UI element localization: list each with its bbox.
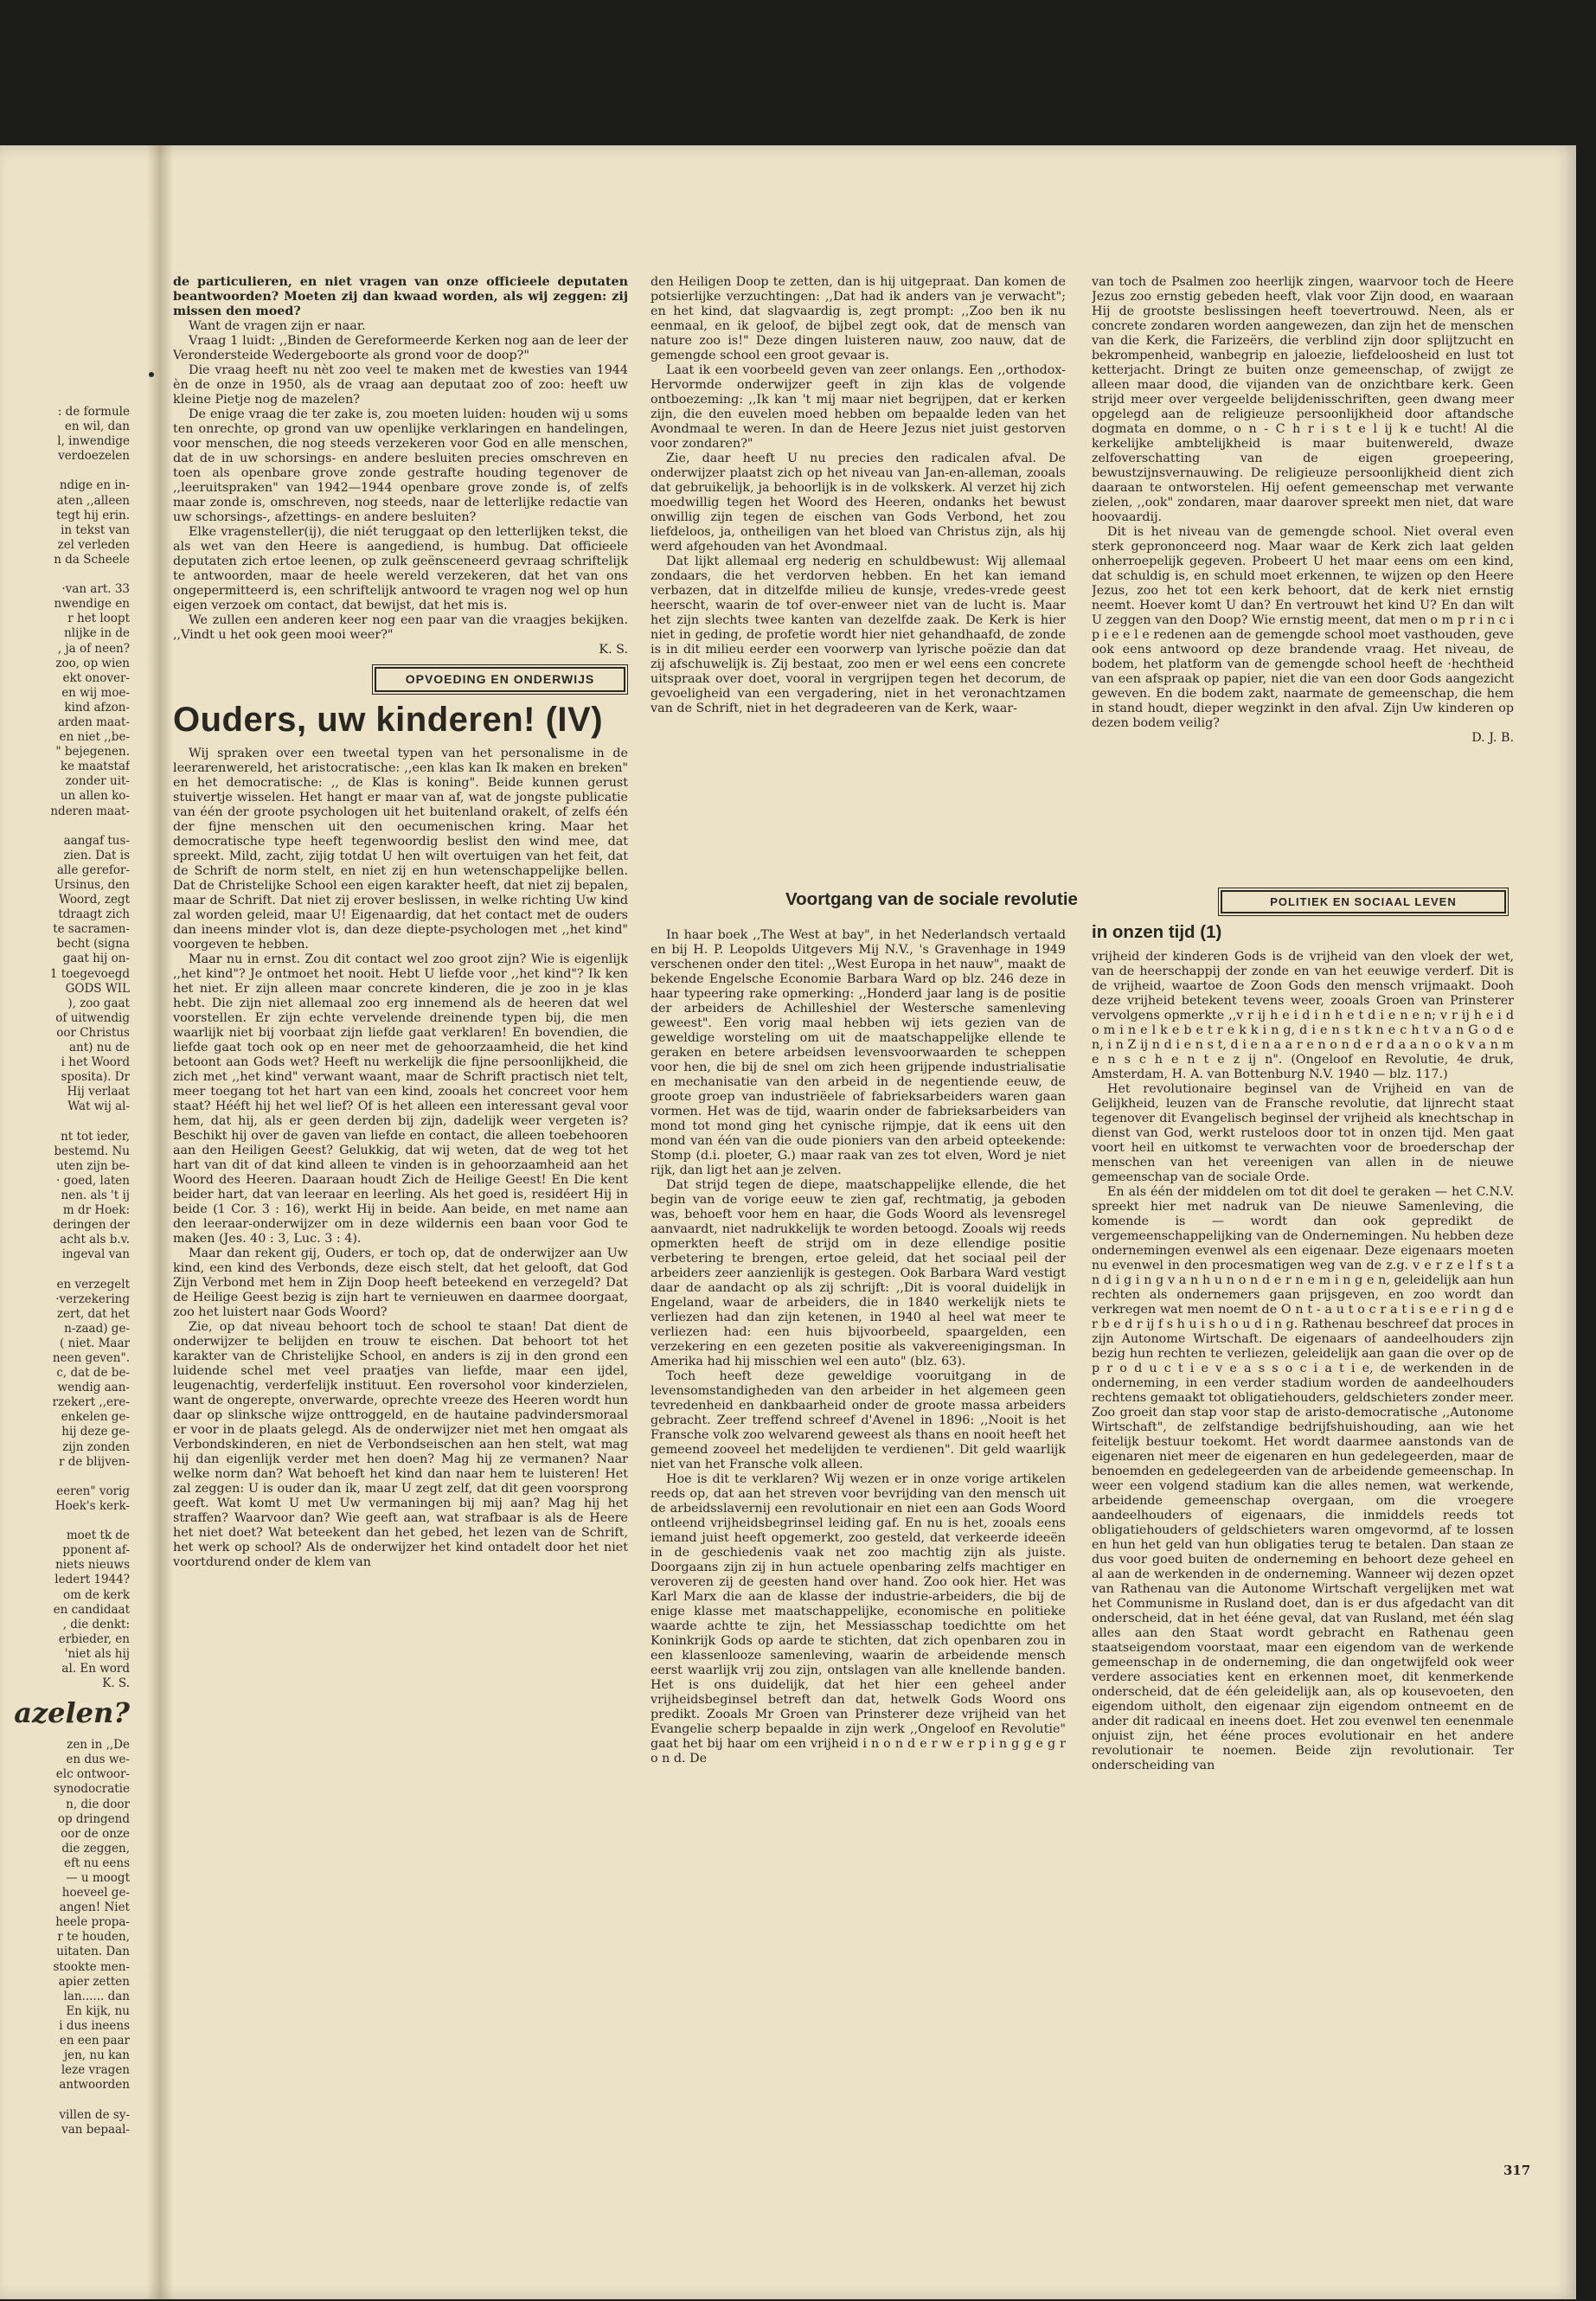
fragment-line: ( niet. Maar: [60, 1336, 130, 1350]
fragment-lines-top: [0, 405, 130, 1691]
fragment-line: [0, 819, 130, 834]
fragment-line: oor de onze: [61, 1826, 130, 1841]
fragment-line: m dr Hoek:: [62, 1203, 130, 1218]
fragment-line: wendig aan-: [57, 1381, 130, 1395]
fragment-line: " bejegenen.: [55, 745, 130, 760]
paragraph: Dat strijd tegen de diepe, maatschappelijke ellende, die het begin van de vorige eeuw te zien gaf, rechtmatig, ja geboden was, behoeft voor hem en haar, die Gods Woord als levensregel aanvaardt, niet nadrukkelijk te worden betoogd. Zooals wij reeds opmerkten heeft de strijd om in deze ellendige positie verbetering te brengen, ertoe geleid, dat het sociaal peil der arbeiders zeer aanzienlijk is gestegen. Ook Barbara Ward vestigt daar de aandacht op als zij schrijft: ,,Dit is vooral duidelijk in Engeland, waar de arbeiders, die in 1840 werkelijk niets te verliezen had dan zijn ketenen, in 1940 al heel wat meer te verliezen had: een huis bijvoorbeeld, spaargelden, een verzekering en een gezeten positie als vakvereenigingsman. In Amerika had hij misschien wel een auto" (blz. 63).: [651, 1178, 1066, 1368]
fragment-line: nt tot ieder,: [61, 1129, 130, 1144]
column-2-bottom: [651, 928, 1066, 2161]
fragment-line: deringen der: [53, 1218, 130, 1233]
section-header-box: [372, 664, 628, 695]
fragment-line: angen! Niet: [59, 1900, 130, 1915]
paragraph: Vraag 1 luidt: ,,Binden de Gereformeerde Kerken nog aan de leer der Verondersteide Wedergeboorte als grond voor de doop?": [173, 334, 628, 362]
fragment-line: en wil, dan: [64, 420, 130, 434]
section-header-onderwijs: OPVOEDING EN ONDERWIJS: [375, 667, 625, 692]
paragraph: Elke vragensteller(ij), die niét teruggaat op den letterlijken tekst, die als wet van den Heere is aangediend, is humbug. Dat officieele deputaten zich ertoe leenen, op zulk geënsceneerd gevraag schriftelijk te antwoorden, maar de heele wereld verzekeren, dat het van ons ongepermitteerd is, een schriftelijk antwoord te vragen nog wel op hun eigen verzoek om contact, dat bewijst, dat het mis is.: [173, 525, 628, 612]
fragment-line: synodocratie: [54, 1782, 130, 1797]
fragment-line: Woord, zegt: [58, 893, 130, 907]
fragment-line: ndige en in-: [59, 478, 130, 493]
fragment-line: van bepaal-: [61, 2122, 130, 2137]
fragment-line: enkelen ge-: [61, 1410, 130, 1425]
fragment-line: rzekert ,,ere-: [52, 1395, 130, 1410]
fragment-line: heele propa-: [55, 1915, 130, 1930]
paragraph: de particulieren, en niet vragen van onze officieele deputaten beantwoorden? Moeten zij dan kwaad worden, als wij zeggen: zij missen den moed?: [173, 275, 628, 318]
fragment-line: nderen maat-: [50, 804, 130, 818]
fragment-line: uitaten. Dan: [56, 1945, 130, 1959]
section-header-box: [1218, 888, 1509, 916]
fragment-line: 'niet als hij: [64, 1646, 130, 1661]
fragment-line: pponent af-: [62, 1543, 130, 1558]
fragment-lines-bottom: [0, 1738, 130, 2138]
fragment-line: apier zetten: [58, 1974, 130, 1989]
fragment-line: : de formule: [57, 405, 130, 419]
fragment-line: ·verzekering: [55, 1292, 130, 1306]
fragment-line: oor Christus: [56, 1025, 130, 1040]
fragment-line: arden maat-: [57, 715, 130, 729]
fragment-line: un allen ko-: [60, 789, 130, 804]
fragment-line: nwendige en: [54, 597, 130, 612]
fragment-line: [0, 567, 130, 582]
fragment-line: ingeval van: [61, 1247, 130, 1262]
section-header-politiek: POLITIEK EN SOCIAAL LEVEN: [1221, 890, 1506, 913]
fragment-line: bestemd. Nu: [54, 1144, 130, 1158]
fragment-line: en candidaat: [53, 1602, 130, 1617]
fragment-line: hij deze ge-: [61, 1425, 130, 1439]
fragment-line: elc ontwoor-: [55, 1767, 130, 1782]
fragment-line: i het Woord: [61, 1055, 130, 1070]
fragment-line: te sacramen-: [53, 922, 130, 937]
column-1: [173, 275, 628, 2161]
fragment-line: lan...... dan: [63, 1989, 130, 2003]
fragment-line: stookte men-: [53, 1959, 130, 1974]
paragraph: Maar dan rekent gij, Ouders, er toch op, dat de onderwijzer aan Uw kind, een kind des Verbonds, deze eisch stelt, dat het gelooft, dat God Zijn Verbond met hem in Zijn Doop heeft beteekend en verzegeld? Dat de Heilige Geest bezig is zijn hart te vernieuwen en daarmee doorgaat, zoo het luistert naar Gods Woord?: [173, 1247, 628, 1319]
paragraph: Die vraag heeft nu nèt zoo veel te maken met de kwesties van 1944 èn de onze in 1950, als de vraag aan deputaat zoo of zoo: heeft uw kleine Pietje nog de mazelen?: [173, 363, 628, 407]
fragment-line: Ursinus, den: [54, 878, 130, 892]
left-page-fragment: [0, 405, 130, 2247]
fragment-line: , die denkt:: [62, 1617, 130, 1631]
paragraph: Dat lijkt allemaal erg nederig en schuldbewust: Wij allemaal zondaars, die het verdorven hebben. En het kan iemand verbazen, dat in ditzelfde milieu de kunsje, vredes-vrede geest heerscht, waarin de tof over-enweer niet van de lucht is. Maar het zijn slechts twee kanten van dezelfde zaak. De Kerk is hier niet in geding, de profetie wordt hier niet gehandhaafd, de zonde is in dit milieu eerder een voorwerp van lyrische poëzie dan dat zij afschuwelijk is. Zij bestaat, zoo men er wel eens een concrete uitspraak over doet, vooral in vergrijpen tegen het decorum, de gevoeligheid van een vergadering, niet in het veronachtzamen van de Schrift, niet in het degradeeren van de Kerk, waar-: [651, 554, 1066, 715]
fragment-line: ke maatstaf: [60, 760, 130, 774]
paragraph: De enige vraag die ter zake is, zou moeten luiden: houden wij u soms ten onrechte, op grond van uw openlijke verklaringen en handelingen, voor menschen, die nog steeds verzekeren voor God en alle menschen, dat de in uw schorsings- en andere besluiten precies omschreven en toen als openbare grove zonde gestrafte houding tegenover de ,,leeruitspraken" van 1942—1944 openbare grove zonde is, of zelfs maar zonde is, omschreven, nog steeds, naar de letterlijke redactie van uw schorsings-, afzettings- en andere besluiten?: [173, 407, 628, 524]
fragment-line: becht (signa: [56, 937, 130, 952]
fragment-line: tdraagt zich: [58, 907, 130, 922]
fragment-line: zien. Dat is: [63, 848, 130, 862]
fragment-line: En kijk, nu: [66, 2003, 130, 2018]
page-fold-shadow: [147, 145, 173, 2299]
fragment-line: op dringend: [57, 1811, 130, 1826]
fragment-line: nlijke in de: [64, 626, 130, 641]
fragment-line: en verzegelt: [56, 1277, 130, 1292]
fragment-line: villen de sy-: [59, 2107, 130, 2122]
paragraph: Toch heeft deze geweldige vooruitgang in de levensomstandigheden van den arbeider in het algemeen geen tevredenheid en dankbaarheid onder de groote massa arbeiders gebracht. Zeer treffend schreef d'Avenel in 1896: ,,Nooit is het Fransche volk zoo welvarend geweest als thans en nooit heeft het gemeend zooveel het medelijden te verdienen". Dit geld waarlijk niet van het Fransche volk alleen.: [651, 1369, 1066, 1471]
fragment-line: kind afzon-: [64, 700, 130, 715]
fragment-line: in tekst van: [61, 522, 130, 537]
fragment-line: jen, nu kan: [63, 2048, 130, 2063]
fragment-line: GODS WIL: [65, 981, 130, 996]
paragraph: We zullen een anderen keer nog een paar van die vraagjes bekijken. ,,Vindt u het ook geen mooi weer?": [173, 613, 628, 642]
author-signature: K. S.: [599, 643, 628, 657]
article-title-onzen-tijd: in onzen tijd (1): [1092, 922, 1222, 942]
fragment-line: eeren" vorig: [56, 1484, 130, 1498]
fragment-line: n da Scheele: [54, 552, 130, 567]
fragment-heading: azelen?: [14, 1696, 130, 1730]
fragment-line: · goed, laten: [55, 1173, 130, 1188]
fragment-line: r te houden,: [57, 1930, 130, 1945]
fragment-line: , ja of neen?: [57, 641, 130, 656]
fragment-line: al. En word: [61, 1661, 130, 1676]
fragment-line: ledert 1944?: [54, 1573, 130, 1587]
fragment-line: n-zaad) ge-: [64, 1321, 130, 1336]
fragment-line: aten ,,alleen: [56, 493, 130, 508]
fragment-line: leze vragen: [61, 2063, 130, 2078]
fragment-line: antwoorden: [59, 2078, 130, 2093]
fragment-line: ·van art. 33: [61, 582, 130, 597]
fragment-line: acht als b.v.: [60, 1233, 130, 1247]
article-title-ouders: Ouders, uw kinderen! (IV): [173, 701, 604, 739]
paragraph: Zie, op dat niveau behoort toch de school te staan! Dat dient de onderwijzer te belijden en trouw te eischen. Dat behoort tot het karakter van de Christelijke School, en anders is zij in den grond een luidende schel met veel praatjes van liefde, maar een ijdel, leugenachtig, verderfelijk instituut. Een roversohol voor kinderzielen, want de ongerepte, onverwarde, oprechte vreeze des Heeren wordt hun daar op slinksche wijze onttroggeld, en de hautaine padvindersmoraal er voor in de plaats gelegd. Als de onderwijzer niet met hen omgaat als Verbondskinderen, en niet de Verbondseischen aan hen stelt, wat mag hij dan eigenlijk verder met hen doen? Mag hij ze vermanen? Naar welke norm dan? Wat behoeft het kind dan naar hem te luisteren! Het zal zeggen: U is ouder dan ik, maar U zegt zelf, dat dit geen voorsprong geeft. Wat komt U met Uw vermaningen bij mij aan? Mag hij het straffen? Waarvoor dan? Wie geeft aan, wat strafbaar is als de Heere het niet doet? Wat beteekent dan het gebed, het lezen van de Schrift, het werk op school? Als de onderwijzer het kind ontadelt door het niet voortdurend onder de klem van: [173, 1320, 628, 1569]
fragment-line: 1 toegevoegd: [49, 966, 130, 981]
fragment-line: en dus we-: [66, 1753, 130, 1767]
fragment-line: Hij verlaat: [67, 1085, 130, 1099]
fragment-line: die zeggen,: [61, 1841, 130, 1856]
ink-dot: [149, 372, 154, 377]
fragment-line: gaat hij on-: [62, 952, 130, 966]
fragment-line: aangaf tus-: [63, 833, 130, 848]
fragment-line: om de kerk: [63, 1587, 130, 1602]
fragment-line: zijn zonden: [62, 1439, 130, 1454]
fragment-line: Hoek's kerk-: [54, 1498, 130, 1513]
fragment-line: hoeveel ge-: [61, 1886, 130, 1900]
paragraph: En als één der middelen om tot dit doel te geraken — het C.N.V. spreekt hier met nadruk van De nieuwe Samenleving, die komende is — wordt dan ook gepredikt de vergemeenschappelijking van de Ondernemingen. Nu hebben deze ondernemingen evenwel als een eigenaar. Deze eigenaars moeten nu evenwel in den procesmatigen weg van de z.g. v e r z e l f s t a n d i g i n g v a n h u n o n d e r n e m i n g e n, geleidelijk aan hun rechten als ondernemers gaan prijsgeven, en zoo wordt dan verkregen wat men noemt de O n t - a u t o c r a t i s e e r i n g d e r b e d r ij f s h u i s h o u d i n g. Rathenau beschreef dat proces in zijn Autonome Wirtschaft. De eigenaars of aandeelhouders zijn bezig hun rechten te verliezen, geleidelijk aan gaan die over op de p r o d u c t i e v e a s s o c i a t i e, de werkenden in de onderneming, in een verder stadium worden de aandeelhouders rechtens gemaakt tot obligatiehouders, geldschieters zonder meer. Zoo groeit dan stap voor stap de aristo-democratische ,,Autonome Wirtschaft", de zelfstandige bedrijfshuishouding, aan wie het feitelijk bestuur toekomt. Het wordt daarmee aanstonds van de eigenaren niet meer de eigenaren en hun gedelegeerden, maar de benoemden en gedelegeerden van de arbeidende gemeenschap. In weer een volgend stadium kan die alles nemen, wat werkende, arbeidende gemeenschap overgaan, om die vroegere aandeelhouders of eigenaars, die inmiddels reeds tot obligatiehouders of geldschieters waren omgevormd, af te lossen en hun het geld van hun obligaties terug te betalen. Dan staan ze dus voor goed buiten de onderneming en behoort deze geheel en al aan de werkenden in de onderneming. Wanneer wij dezen opzet van Rathenau van die Autonome Wirtschaft vergelijken met wat het Communisme in Rusland doet, dan is er dus afgedacht van dit onderscheid, dat in het ééne geval, dat van Rusland, met één slag alles aan den Staat wordt gebracht en Rathenau geen staatseigendom voorstaat, maar een eigendom van de werkende gemeenschap in de onderneming, die dan ongetwijfeld ook weer verdere associaties kent en erkennen moet, dit kenmerkende onderscheid, dat de één geleidelijk aan, als op kousevoeten, den eigendom uitholt, den eigenaar zijn eigendom ontneemt en de ander dit radicaal en ineens doet. Het zou evenwel ten eenenmale onjuist zijn, het ééne proces evolutionair en het andere revolutionair te noemen. Beide zijn revolutionair. Ter onderscheiding van: [1092, 1185, 1514, 1772]
fragment-line: zert, dat het: [56, 1306, 130, 1321]
fragment-line: [0, 464, 130, 478]
paragraph: Hoe is dit te verklaren? Wij wezen er in onze vorige artikelen reeds op, dat aan het streven voor bevrijding van den mensch uit de arbeidsslavernij een revolutionair en niet een aan Gods Woord ontleend vrijheidsbegrinsel leiding gaf. En nu is het, zooals eens iemand juist heeft opgemerkt, zoo gesteld, dat verkeerde ideeën in de geschiedenis vaak net zoo machtig zijn als juiste. Doorgaans zijn zij in hun actuele openbaring zelfs machtiger en veroveren zij de geesten hand over hand. Zoo ook hier. Het was Karl Marx die aan de klasse der industrie-arbeiders, die bij de enige klasse met maatschappelijke, economische en politieke waarde achtte te zijn, het Messiasschap toedichtte om het Koninkrijk Gods op aarde te stichten, dat zich openbaren zou in een klassenlooze samenleving, waarin de arbeidende mensch eerst waarlijk vrij zou zijn, ontslagen van alle knellende banden. Het is ons duidelijk, dat het hier een geheel ander vrijheidsbeginsel betreft dan dat, hetwelk Gods Woord ons predikt. Zooals Mr Groen van Prinsterer deze vrijheid van het Evangelie scherp bepaalde in zijn werk ,,Ongeloof en Revolutie" gaat het bij haar om een vrijheid i n o n d e r w e r p i n g g e g r o n d. De: [651, 1472, 1066, 1766]
paragraph: van toch de Psalmen zoo heerlijk zingen, waarvoor toch de Heere Jezus zoo ernstig gebeden heeft, vlak voor Zijn dood, en waaraan Hij de grootste beslissingen heeft toevertrouwd. Neen, als er concrete zondaren worden aangewezen, dan zijn het de menschen van die Kerk, die Farizeërs, die verblind zijn door splijtzucht en bekrompenheid, wanbegrip en jaloezie, liefdeloosheid en lust tot ketterjacht. Dringt ze buiten onze gemeenschap, of zwijgt ze alleen maar dood, die vijanden van de onzichtbare kerk. Geen strijd meer over vergeelde belijdenisschriften, geen dwang meer opgelegd aan de religieuze persoonlijkheid door aftandsche dogmata en domme, o n - C h r i s t e l ij k e tucht! Al die kerkelijke ambtelijkheid is maar buitenwereld, dwaze zelfoverschatting van de eigen groepeering, bewustzijnsvernauwing. De religieuze persoonlijkheid dient zich daaraan te ontworstelen. Hij oefent gemeenschap met verwante zielen, ,,ook" zondaren, maar daarover spreekt men niet, dat ware hoovaardij.: [1092, 275, 1514, 524]
fragment-line: — u moogt: [66, 1871, 130, 1885]
fragment-line: l, inwendige: [57, 434, 130, 449]
fragment-line: nen. als 't ij: [61, 1188, 130, 1202]
fragment-line: K. S.: [102, 1676, 130, 1691]
fragment-line: zonder uit-: [65, 774, 130, 789]
fragment-line: tegt hij erin.: [55, 508, 130, 522]
page-number: 317: [1503, 2163, 1531, 2178]
paragraph: Wij spraken over een tweetal typen van het personalisme in de leerarenwereld, het aristocratische: ,,een klas kan Ik maken en breken" en het democratische: ,, de Klas is koning". Beide kunnen gerust stuivertje wisselen. Het hangt er maar van af, wat de jongste publicatie van één der groote psychologen uit het buitenland orakelt, of zelfs één der fijne menschen uit den oecumenischen kring. Maar het democratische type heeft tegenwoordig beslist den wind mee, dat spreekt. Mild, zacht, zijig totdat U hen wilt overtuigen van het feit, dat de Schrift de norm stelt, en niet zij en hun wetenschappelijke bellen. Dat de Christelijke School een eigen karakter heeft, dat niet zij bepalen, maar de Schrift. Dat niet zij erover beslissen, in welke richting Uw kind zal worden geleid, maar U! Eigenaardig, dat het contact met de ouders dan ineens minder vlot is, dan deze diepte-psychologen met ,,het kind" voorgeven te hebben.: [173, 747, 628, 952]
paragraph: Dit is het niveau van de gemengde school. Niet overal even sterk geprononceerd nog. Maar waar de Kerk zich laat gelden onherroepelijk gegeven. Probeert U het maar eens om een kind, dat schuldig is, en schuld moet erkennen, te wijzen op den Heere Jezus, zoo het tot een kerk behoort, dat de kerk niet ernstig neemt. Hoever komt U dan? En vertrouwt het kind U? En dan wilt U zeggen van den Doop? Wie ernstig meent, dat men o m p r i n c i p i e e l e redenen aan de gemengde school moet vasthouden, geve ook eens antwoord op deze brandende vraag. Het niveau, de bodem, het platform van de gemengde school heeft de ·hechtheid van een afspraak op papier, niet die van een door Gods aangezicht geweven. En die bodem zakt, naarmate de gemeenschap, die hem in stand houdt, dieper wegzinkt in den afval. Zijn Uw kinderen op dezen bodem veilig?: [1092, 525, 1514, 730]
fragment-line: zel verleden: [57, 537, 130, 552]
fragment-line: r het loopt: [67, 612, 130, 626]
paragraph: vrijheid der kinderen Gods is de vrijheid van den vloek der wet, van de heerschappij der zonde en van het eeuwige verderf. Dit is de vrijheid, waartoe de Zoon Gods den mensch vrijmaakt. Dooh deze vrijheid betekent tevens weer, zooals Groen van Prinsterer vervolgens opmerkte ,,v r ij h e i d i n h e t d i e n e n; v r ij h e i d o m i n e l k e b e t r e k k i n g, d i e n s t k n e c h t v a n G o d e n, i n Z ij n d i e n s t, d i e n a a r e n o n d e r d a a n o o k v a n m e n s c h e n t e z ij n". (Ongeloof en Revolutie, 4e druk, Amsterdam, H. A. van Bottenburg N.V. 1940 — blz. 117.): [1092, 950, 1514, 1081]
fragment-line: moet tk de: [66, 1529, 130, 1543]
fragment-line: ), zoo gaat: [67, 996, 130, 1010]
fragment-line: n, die door: [66, 1797, 130, 1811]
fragment-line: i dus ineens: [59, 2018, 130, 2033]
fragment-line: of uitwendig: [55, 1010, 130, 1025]
paragraph: Laat ik een voorbeeld geven van zeer onlangs. Een ,,orthodox-Hervormde onderwijzer geeft in zijn klas de volgende ontboezeming: ,,Ik kan 't mij maar niet begrijpen, dat er kerken zijn, die den euvelen moed hebben om bepaalde leden van het Avondmaal te weren. In dan de Heere Jezus niet juist gestorven voor zondaren?": [651, 363, 1066, 451]
fragment-line: niets nieuws: [55, 1558, 130, 1573]
paragraph: Het revolutionaire beginsel van de Vrijheid en van de Gelijkheid, leuzen van de Fransche revolutie, dat lijnrecht staat tegenover dit Evangelisch beginsel der vrijheid als knechtschap in dienst van God, werkt rusteloos door tot in onzen tijd. Men gaat voort heil en uitkomst te verwachten voor de broederschap der menschen van het vereenigen van allen in de nieuwe gemeenschap van de sociale Orde.: [1092, 1082, 1514, 1184]
fragment-line: sposita). Dr: [61, 1070, 130, 1085]
fragment-line: zen in ,,De: [67, 1738, 130, 1753]
paragraph: In haar boek ,,The West at bay", in het Nederlandsch vertaald en bij H. P. Leopolds Uitgevers Mij N.V., 's Gravenhage in 1949 verschenen onder den titel: ,,West Europa in het nauw", maakt de bekende Engelsche Economie Barbara Ward op blz. 246 deze in haar typeering rake opmerking: ,,Honderd jaar lang is de positie der arbeiders de Achilleshiel der Westersche samenleving geweest". Een vorig maal hebben wij iets gezien van de geweldige worsteling om uit de maatschappelijke ellende te geraken en betere arbeidsen levensvoorwaarden te scheppen voor hen, die bij de snel om zich heen grijpende industrialisatie en mechanisatie van den arbeid in de negentiende eeuw, de groote groep van industriëele of fabrieksarbeiders waren gaan vormen. Het was de tijd, waarin onder de fabrieksarbeiders van mond tot mond ging het cynische rijmpje, dat ik eens uit den mond van één van die oude pioniers van den arbeid opteekende: Stomp (d.i. ploeter, G.) maar raak van zes tot elven, Word je niet rijk, dan ligt het aan je zelven.: [651, 928, 1066, 1177]
fragment-line: [0, 1470, 130, 1484]
fragment-line: r de blijven-: [58, 1454, 130, 1469]
fragment-line: [0, 1115, 130, 1130]
fragment-line: en wij moe-: [61, 685, 130, 700]
fragment-line: en niet ,,be-: [59, 730, 130, 745]
fragment-line: zoo, op wien: [55, 656, 130, 670]
fragment-line: uten zijn be-: [56, 1158, 130, 1173]
paragraph: Maar nu in ernst. Zou dit contact wel zoo groot zijn? Wie is eigenlijk ,,het kind"? Je ontmoet het nooit. Hebt U liefde voor ,,het kind"? Ik ken het niet. Er zijn alleen maar concrete kinderen, die je zoo in je klas hebt. Die zijn niet allemaal zoo erg innemend als de heeren dat wel voorstellen. Er zijn echte vervelende dreinende typen bij, die men waarlijk niet bij voorbaat zijn liefde gaat verklaren! En bovendien, die liefde gaat toch ook op en neer met de gehoorzaamheid, die het kind betoont aan Gods wet? Heeft nu werkelijk die fijne persoonlijkheid, die zich met ,,het kind" verwant waant, maar de Schrift practisch niet telt, meer toegang tot het hart van een kind, zooals het concreet voor hem staat? Hééft hij het wel lief? Of is het alleen een interessant geval voor hem, dat hij, als er geen derden bij zijn, dadelijk weer vergeten is? Beschikt hij over de gaven van liefde en contact, die alleen toebehooren aan den Heiligen Geest? Gelukkig, dat wij weten, dat de weg tot het hart van dit of dat kind alleen te vinden is in gehoorzaamheid aan het Woord des Heeren. Daaraan houdt Zich de Heilige Geest! En Die kent beider hart, dat van leeraar en leerling. Als het goed is, residéert Hij in beide (1 Cor. 3 : 16), werkt Hij in beide. Aan beide, en met name aan den leeraar-onderwijzer om in deze wildernis een baan voor God te maken (Jes. 40 : 3, Luc. 3 : 4).: [173, 952, 628, 1246]
fragment-line: ekt onover-: [62, 670, 130, 685]
newspaper-page: [0, 145, 1576, 2299]
fragment-line: erbieder, en: [58, 1631, 130, 1646]
fragment-line: eft nu eens: [64, 1856, 130, 1870]
fragment-line: verdoezelen: [58, 449, 130, 464]
fragment-line: neen geven".: [52, 1351, 130, 1365]
article-title-sociale-revolutie: Voortgang van de sociale revolutie: [785, 889, 1078, 909]
fragment-line: [0, 2093, 130, 2107]
paragraph: den Heiligen Doop te zetten, dan is hij uitgepraat. Dan komen de potsierlijke verzuchtingen: ,,Dat had ik anders van je verwacht"; en het kind, dat slagvaardig is, zegt prompt: ,,Zoo ben ik nu eenmaal, en ik geloof, de bijbel zegt ook, dat de mensch van nature zoo is!" Deze dingen luisteren nauw, zoo nauw, dat de gemengde school een groot gevaar is.: [651, 275, 1066, 362]
fragment-line: [0, 1514, 130, 1529]
fragment-line: ant) nu de: [68, 1041, 130, 1055]
fragment-line: Wat wij al-: [67, 1099, 130, 1114]
fragment-line: alle gerefor-: [56, 862, 130, 877]
column-3-bottom: [1092, 950, 1514, 2161]
paragraph: Want de vragen zijn er naar.: [189, 319, 366, 333]
paragraph: Zie, daar heeft U nu precies den radicalen afval. De onderwijzer plaatst zich op het niveau van Jan-en-alleman, zooals dat gebruikelijk, ja behoorlijk is in de volkskerk. Al verzet hij zich moedwillig tegen het Woord des Heeren, ondanks het bewust onwillig zijn tegen de eischen van Gods Verbond, het zou liefdeloos, ja, ontheiligen van het bloed van Christus zijn, als hij werd afgehouden van het Avondmaal.: [651, 452, 1066, 554]
fragment-line: c, dat de be-: [56, 1366, 130, 1381]
author-signature: D. J. B.: [1471, 731, 1514, 745]
fragment-line: [0, 1262, 130, 1277]
fragment-line: en een paar: [59, 2034, 130, 2048]
